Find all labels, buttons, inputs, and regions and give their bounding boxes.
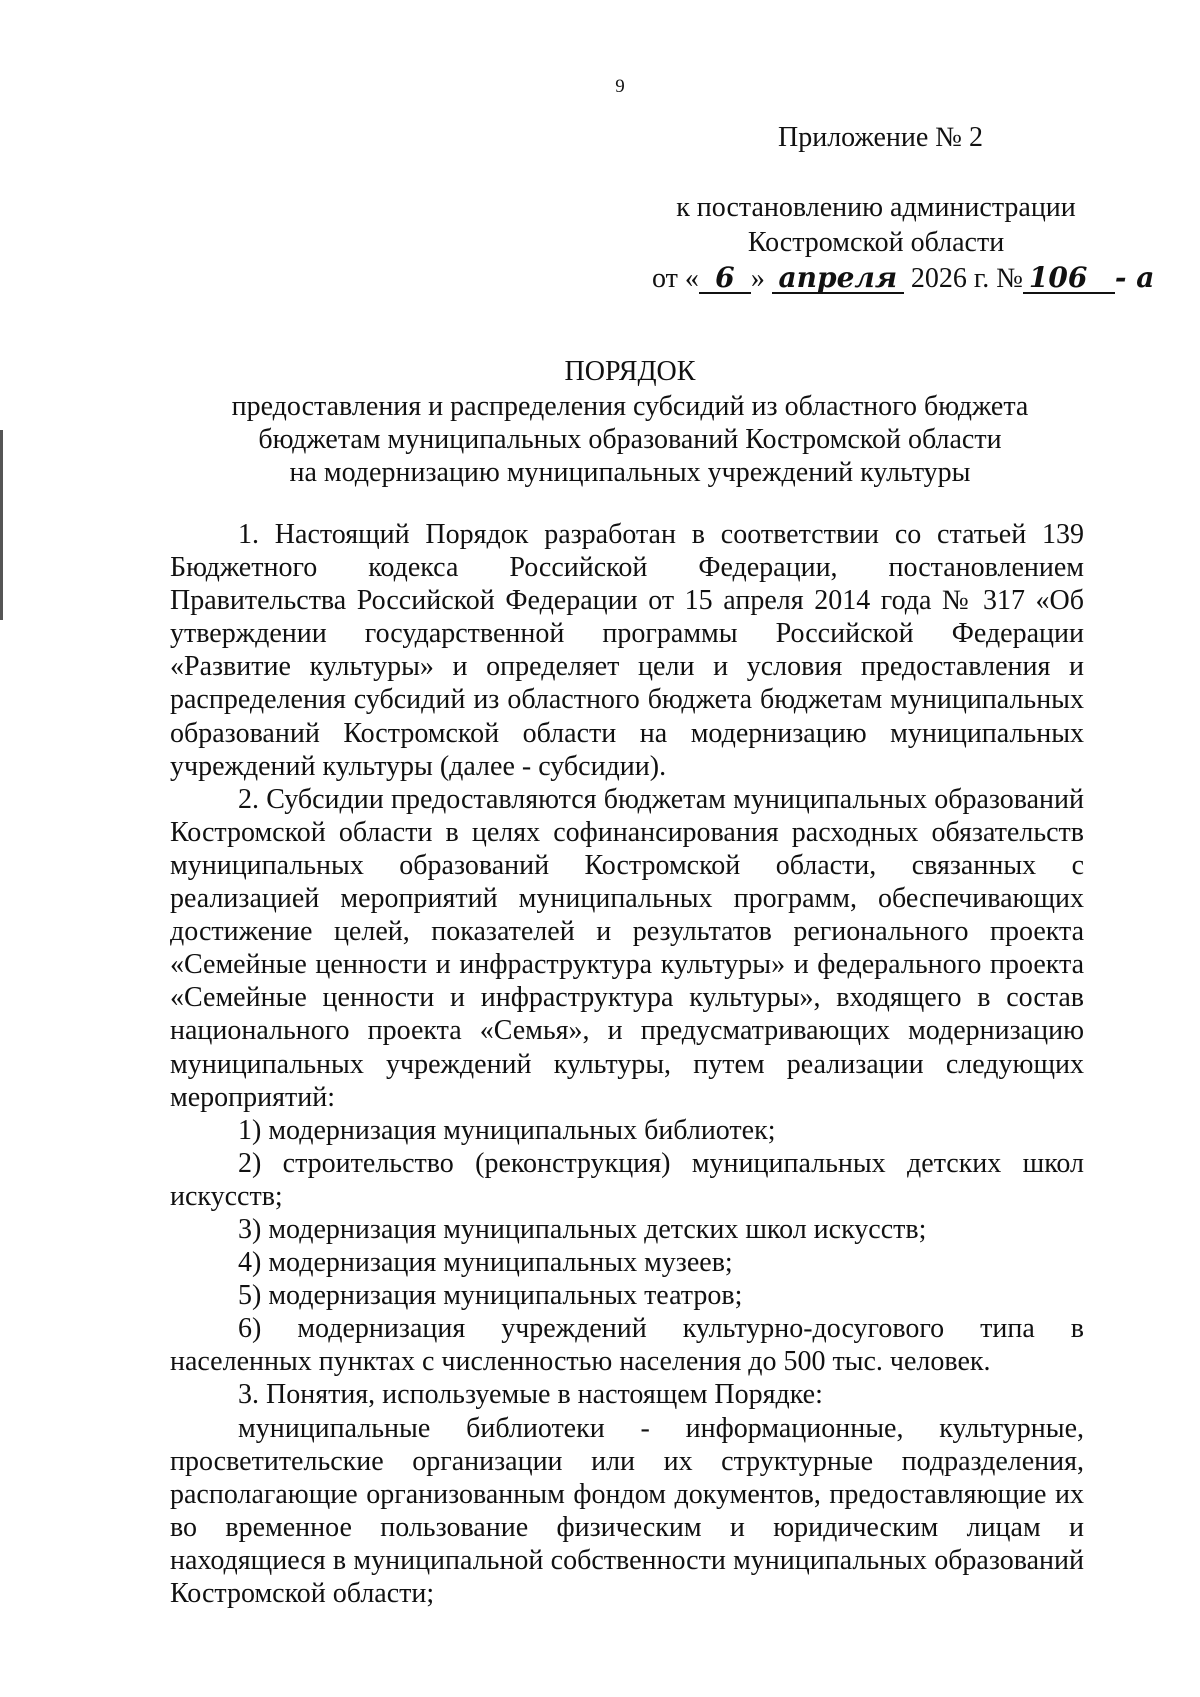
- date-prefix: от «: [652, 263, 699, 294]
- definition-libraries: муниципальные библиотеки - информационные, культурные, просветительские организации или их структурные подразделения, располагающие организованным фондом документов, предоставляющие их во временное пользование физическим и юридическим лицам и находящиеся в муниципальной собственности муниципальных образований Костромской области;: [170, 1412, 1084, 1609]
- paragraph-3: 3. Понятия, используемые в настоящем Порядке:: [238, 1379, 823, 1411]
- heading-line-2: бюджетам муниципальных образований Костромской области: [258, 424, 1002, 455]
- document-title: ПОРЯДОК: [564, 356, 696, 387]
- handwritten-month: апреля: [772, 264, 904, 294]
- list-item-1: 1) модернизация муниципальных библиотек;: [238, 1114, 776, 1146]
- document-body: [170, 518, 1084, 1610]
- paragraph-2: 2. Субсидии предоставляются бюджетам муниципальных образований Костромской области в целях софинансирования расходных обязательств муниципальных образований Костромской области, связанных с реализацией мероприятий муниципальных программ, обеспечивающих достижение целей, показателей и результатов регионального проекта «Семейные ценности и инфраструктура культуры» и федерального проекта «Семейные ценности и инфраструктура культуры», входящего в состав национального проекта «Семья», и предусматривающих модернизацию муниципальных учреждений культуры, путем реализации следующих мероприятий:: [170, 783, 1084, 1113]
- resolution-reference: [640, 190, 1155, 296]
- heading-line-3: на модернизацию муниципальных учреждений культуры: [289, 457, 971, 488]
- heading-line-1: предоставления и распределения субсидий из областного бюджета: [231, 391, 1029, 422]
- page-number: 9: [615, 76, 625, 97]
- scan-edge-mark: [0, 430, 3, 620]
- resolution-date-line: [640, 260, 1155, 296]
- resolution-line-1: к постановлению администрации: [676, 192, 1076, 223]
- list-item-2: 2) строительство (реконструкция) муниципальных детских школ искусств;: [170, 1147, 1084, 1212]
- handwritten-doc-number: 106: [1023, 264, 1115, 294]
- paragraph-1: 1. Настоящий Порядок разработан в соответствии со статьей 139 Бюджетного кодекса Российской Федерации, постановлением Правительства Российской Федерации от 15 апреля 2014 года № 317 «Об утверждении государственной программы Российской Федерации «Развитие культуры» и определяет цели и условия предоставления и распределения субсидий из областного бюджета бюджетам муниципальных образований Костромской области на модернизацию муниципальных учреждений культуры (далее - субсидии).: [170, 519, 1084, 782]
- list-item-5: 5) модернизация муниципальных театров;: [238, 1280, 743, 1312]
- list-item-3: 3) модернизация муниципальных детских школ искусств;: [238, 1213, 927, 1245]
- resolution-line-2: Костромской области: [747, 227, 1005, 258]
- list-item-6: 6) модернизация учреждений культурно-досугового типа в населенных пунктах с численностью населения до 500 тыс. человек.: [170, 1313, 1084, 1378]
- date-mid: »: [750, 263, 765, 294]
- list-item-4: 4) модернизация муниципальных музеев;: [238, 1247, 733, 1279]
- handwritten-day: 6: [699, 264, 751, 294]
- handwritten-doc-suffix: - а: [1114, 261, 1155, 294]
- document-heading: [150, 355, 1110, 489]
- date-year: 2026 г. №: [910, 263, 1023, 294]
- appendix-title: Приложение № 2: [778, 122, 983, 153]
